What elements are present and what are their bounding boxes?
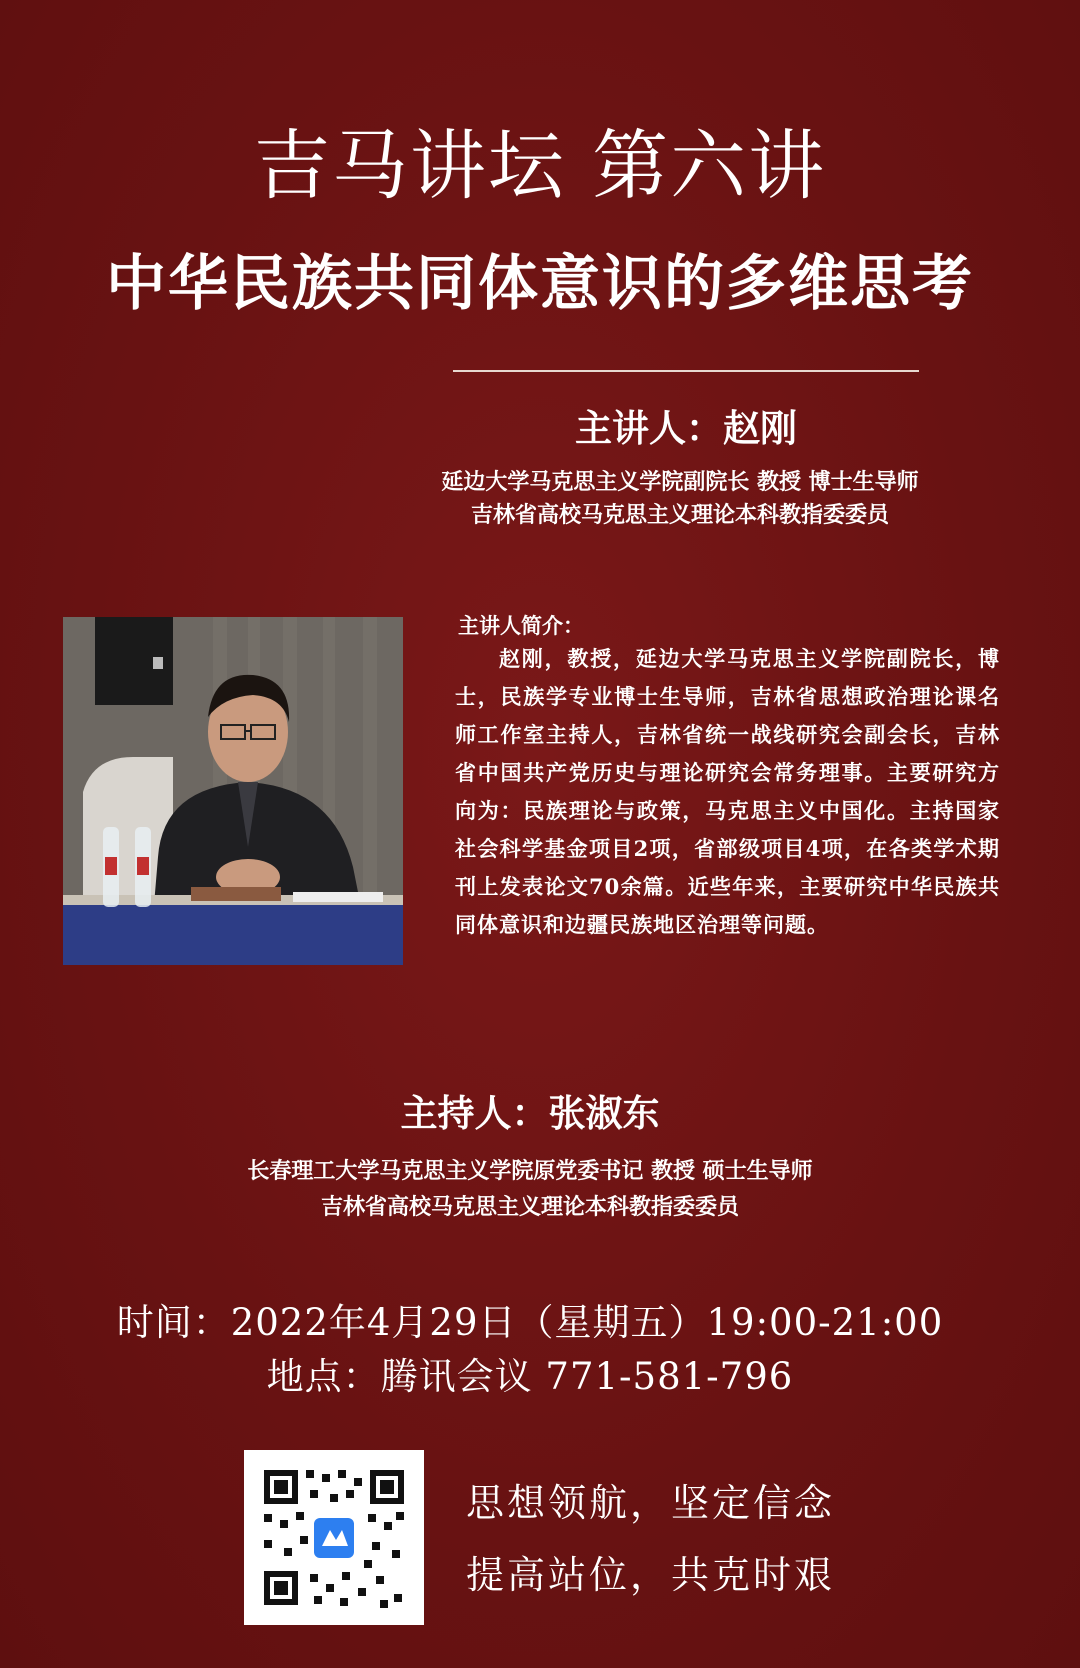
slogan-line: 思想领航，坚定信念 [466, 1481, 836, 1525]
event-time: 时间：2022年4月29日（星期五）19:00-21:00 [116, 1301, 944, 1344]
speaker-bio: 赵刚，教授，延边大学马克思主义学院副院长，博士，民族学专业博士生导师，吉林省思想政治理论课名师工作室主持人，吉林省统一战线研究会副会长，吉林省中国共产党历史与理论研究会常务理事。主要研究方向为：民族理论与政策，马克思主义中国化。主持国家社会科学基金项目2项，省部级项目4项，在各类学术期刊上发表论文70余篇。近些年来，主要研究中华民族共同体意识和边疆民族地区治理等问题。 [455, 646, 1000, 937]
host-title-line: 吉林省高校马克思主义理论本科教指委委员 [320, 1194, 739, 1220]
speaker-heading: 主讲人：赵刚 [575, 406, 797, 450]
speaker-photo [63, 617, 403, 965]
speaker-photo-illustration [63, 617, 403, 965]
host-title-line: 长春理工大学马克思主义学院原党委书记 教授 硕士生导师 [247, 1158, 813, 1184]
speaker-title-line: 延边大学马克思主义学院副院长 教授 博士生导师 [441, 469, 919, 495]
divider-line [453, 370, 919, 372]
slogan-line: 提高站位，共克时艰 [466, 1553, 836, 1597]
event-place: 地点：腾讯会议 771-581-796 [266, 1355, 794, 1398]
qr-code-graphic [244, 1450, 424, 1625]
speaker-title-line: 吉林省高校马克思主义理论本科教指委委员 [470, 502, 889, 528]
qr-code-icon[interactable] [244, 1450, 424, 1625]
lecture-topic-title: 中华民族共同体意识的多维思考 [106, 249, 974, 319]
speaker-bio-label: 主讲人简介： [458, 613, 584, 638]
lecture-series-title: 吉马讲坛 第六讲 [253, 121, 827, 210]
host-heading: 主持人：张淑东 [400, 1091, 660, 1135]
